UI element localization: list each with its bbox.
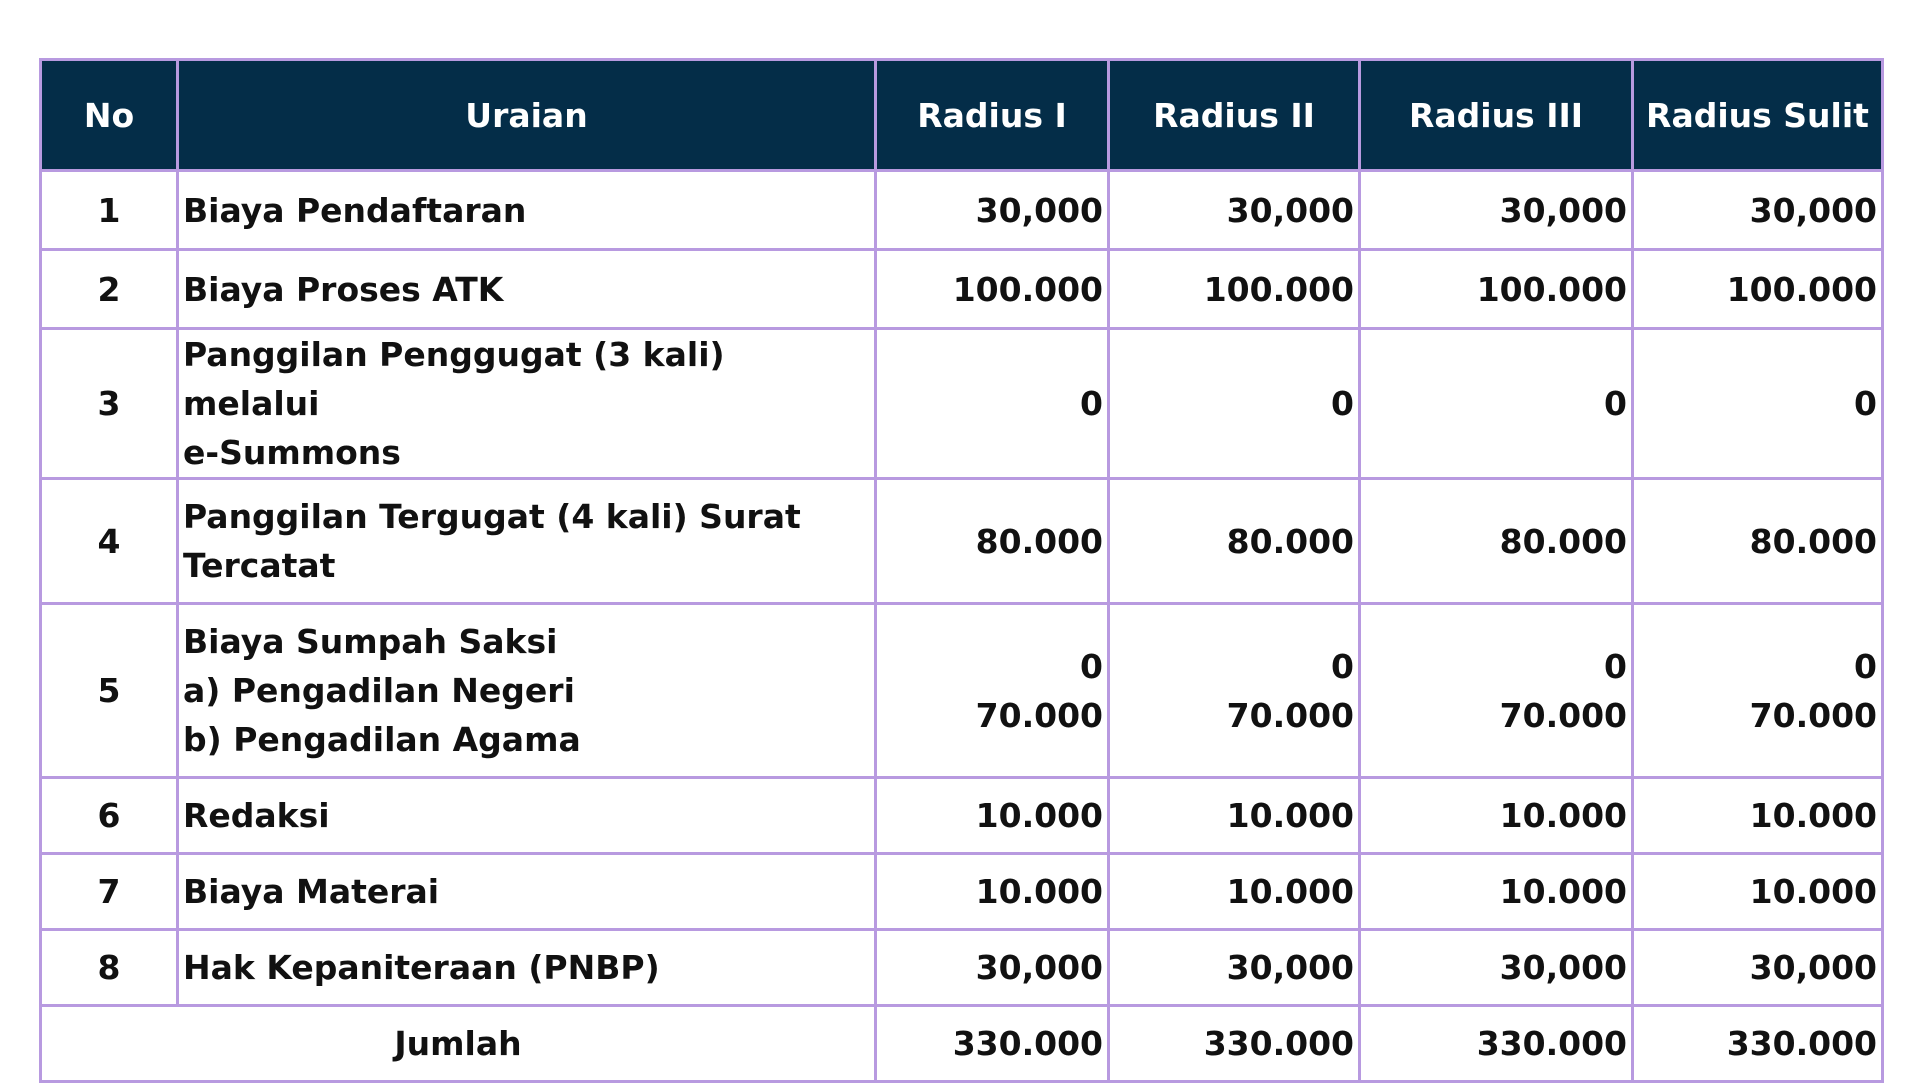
header-radius-1: Radius I	[876, 60, 1109, 171]
row-number: 5	[41, 604, 178, 778]
table-row	[41, 854, 1883, 930]
description-line: Tercatat	[183, 546, 336, 585]
amount-value: 0	[1604, 646, 1627, 686]
amount-value: 70.000	[1499, 695, 1627, 735]
row-radius-1	[876, 854, 1109, 930]
amount-value: 10.000	[1499, 796, 1627, 835]
amount-value: 70.000	[1749, 695, 1877, 735]
description-line: Biaya Proses ATK	[183, 269, 504, 309]
row-radius-2	[1109, 171, 1360, 250]
amount-value: 100.000	[1203, 269, 1354, 309]
table-row	[41, 171, 1883, 250]
row-number: 3	[41, 329, 178, 479]
table-row	[41, 329, 1883, 479]
amount-value: 80.000	[1749, 521, 1877, 561]
amount-value: 30,000	[1499, 190, 1627, 230]
table-row	[41, 250, 1883, 329]
description-line: Panggilan Penggugat (3 kali) melalui	[183, 335, 725, 423]
amount-value: 30,000	[1226, 190, 1354, 230]
row-number: 6	[41, 778, 178, 854]
row-radius-2	[1109, 479, 1360, 604]
amount-value: 10.000	[1226, 796, 1354, 835]
row-radius-3	[1360, 329, 1633, 479]
amount-value: 100.000	[952, 269, 1103, 309]
table-row	[41, 930, 1883, 1006]
description-line: Biaya Pendaftaran	[183, 190, 527, 230]
description-line: Redaksi	[183, 796, 330, 835]
total-radius-3: 330.000	[1360, 1006, 1633, 1082]
amount-value: 30,000	[1749, 948, 1877, 987]
amount-value: 0	[1854, 384, 1877, 423]
amount-value: 80.000	[1226, 521, 1354, 561]
description-line: a) Pengadilan Negeri	[183, 671, 575, 710]
row-radius-3	[1360, 930, 1633, 1006]
description-line: Biaya Materai	[183, 872, 440, 911]
total-label: Jumlah	[41, 1006, 876, 1082]
header-radius-sulit: Radius Sulit	[1633, 60, 1883, 171]
row-description	[178, 930, 876, 1006]
amount-value: 30,000	[975, 948, 1103, 987]
description-line: b) Pengadilan Agama	[183, 720, 581, 759]
row-radius-1	[876, 479, 1109, 604]
amount-value: 30,000	[975, 190, 1103, 230]
row-radius-sulit	[1633, 854, 1883, 930]
row-number: 4	[41, 479, 178, 604]
row-number: 8	[41, 930, 178, 1006]
amount-value: 10.000	[1749, 872, 1877, 911]
row-number: 7	[41, 854, 178, 930]
row-radius-1	[876, 778, 1109, 854]
row-radius-2	[1109, 778, 1360, 854]
amount-value: 10.000	[1499, 872, 1627, 911]
description-line: Hak Kepaniteraan (PNBP)	[183, 948, 660, 987]
header-no: No	[41, 60, 178, 171]
row-radius-2	[1109, 250, 1360, 329]
row-radius-2	[1109, 930, 1360, 1006]
amount-value: 30,000	[1749, 190, 1877, 230]
amount-value: 10.000	[975, 796, 1103, 835]
row-number: 1	[41, 171, 178, 250]
row-radius-3	[1360, 604, 1633, 778]
description-line: e-Summons	[183, 433, 401, 472]
row-number: 2	[41, 250, 178, 329]
amount-value: 80.000	[975, 521, 1103, 561]
row-description	[178, 778, 876, 854]
row-radius-2	[1109, 604, 1360, 778]
table-row	[41, 479, 1883, 604]
total-row	[41, 1006, 1883, 1082]
row-radius-sulit	[1633, 329, 1883, 479]
table-header	[41, 60, 1883, 171]
amount-value: 0	[1331, 384, 1354, 423]
total-radius-2: 330.000	[1109, 1006, 1360, 1082]
amount-value: 100.000	[1726, 269, 1877, 309]
header-radius-2: Radius II	[1109, 60, 1360, 171]
row-radius-3	[1360, 171, 1633, 250]
amount-value: 30,000	[1226, 948, 1354, 987]
amount-value: 70.000	[975, 695, 1103, 735]
row-description	[178, 479, 876, 604]
row-radius-1	[876, 604, 1109, 778]
amount-value: 100.000	[1476, 269, 1627, 309]
row-radius-sulit	[1633, 778, 1883, 854]
row-radius-3	[1360, 250, 1633, 329]
row-radius-sulit	[1633, 171, 1883, 250]
header-row	[41, 60, 1883, 171]
amount-value: 80.000	[1499, 521, 1627, 561]
amount-value: 0	[1331, 646, 1354, 686]
amount-value: 0	[1080, 384, 1103, 423]
row-description	[178, 329, 876, 479]
table-row	[41, 778, 1883, 854]
row-radius-3	[1360, 854, 1633, 930]
total-radius-1: 330.000	[876, 1006, 1109, 1082]
header-radius-3: Radius III	[1360, 60, 1633, 171]
row-radius-1	[876, 250, 1109, 329]
table-row	[41, 604, 1883, 778]
row-radius-sulit	[1633, 930, 1883, 1006]
amount-value: 0	[1080, 646, 1103, 686]
amount-value: 70.000	[1226, 695, 1354, 735]
description-line: Panggilan Tergugat (4 kali) Surat	[183, 497, 801, 536]
header-uraian: Uraian	[178, 60, 876, 171]
row-description	[178, 250, 876, 329]
fee-table-container	[39, 58, 1881, 1083]
row-radius-1	[876, 171, 1109, 250]
row-radius-1	[876, 329, 1109, 479]
amount-value: 10.000	[975, 872, 1103, 911]
amount-value: 0	[1604, 384, 1627, 423]
row-radius-2	[1109, 854, 1360, 930]
row-radius-3	[1360, 778, 1633, 854]
row-radius-sulit	[1633, 604, 1883, 778]
row-radius-3	[1360, 479, 1633, 604]
amount-value: 10.000	[1226, 872, 1354, 911]
row-description	[178, 854, 876, 930]
amount-value: 30,000	[1499, 948, 1627, 987]
row-description	[178, 171, 876, 250]
amount-value: 0	[1854, 646, 1877, 686]
fee-table	[39, 58, 1884, 1083]
row-radius-2	[1109, 329, 1360, 479]
total-radius-sulit: 330.000	[1633, 1006, 1883, 1082]
description-line: Biaya Sumpah Saksi	[183, 622, 558, 661]
row-description	[178, 604, 876, 778]
row-radius-1	[876, 930, 1109, 1006]
row-radius-sulit	[1633, 250, 1883, 329]
table-body	[41, 171, 1883, 1082]
amount-value: 10.000	[1749, 796, 1877, 835]
row-radius-sulit	[1633, 479, 1883, 604]
